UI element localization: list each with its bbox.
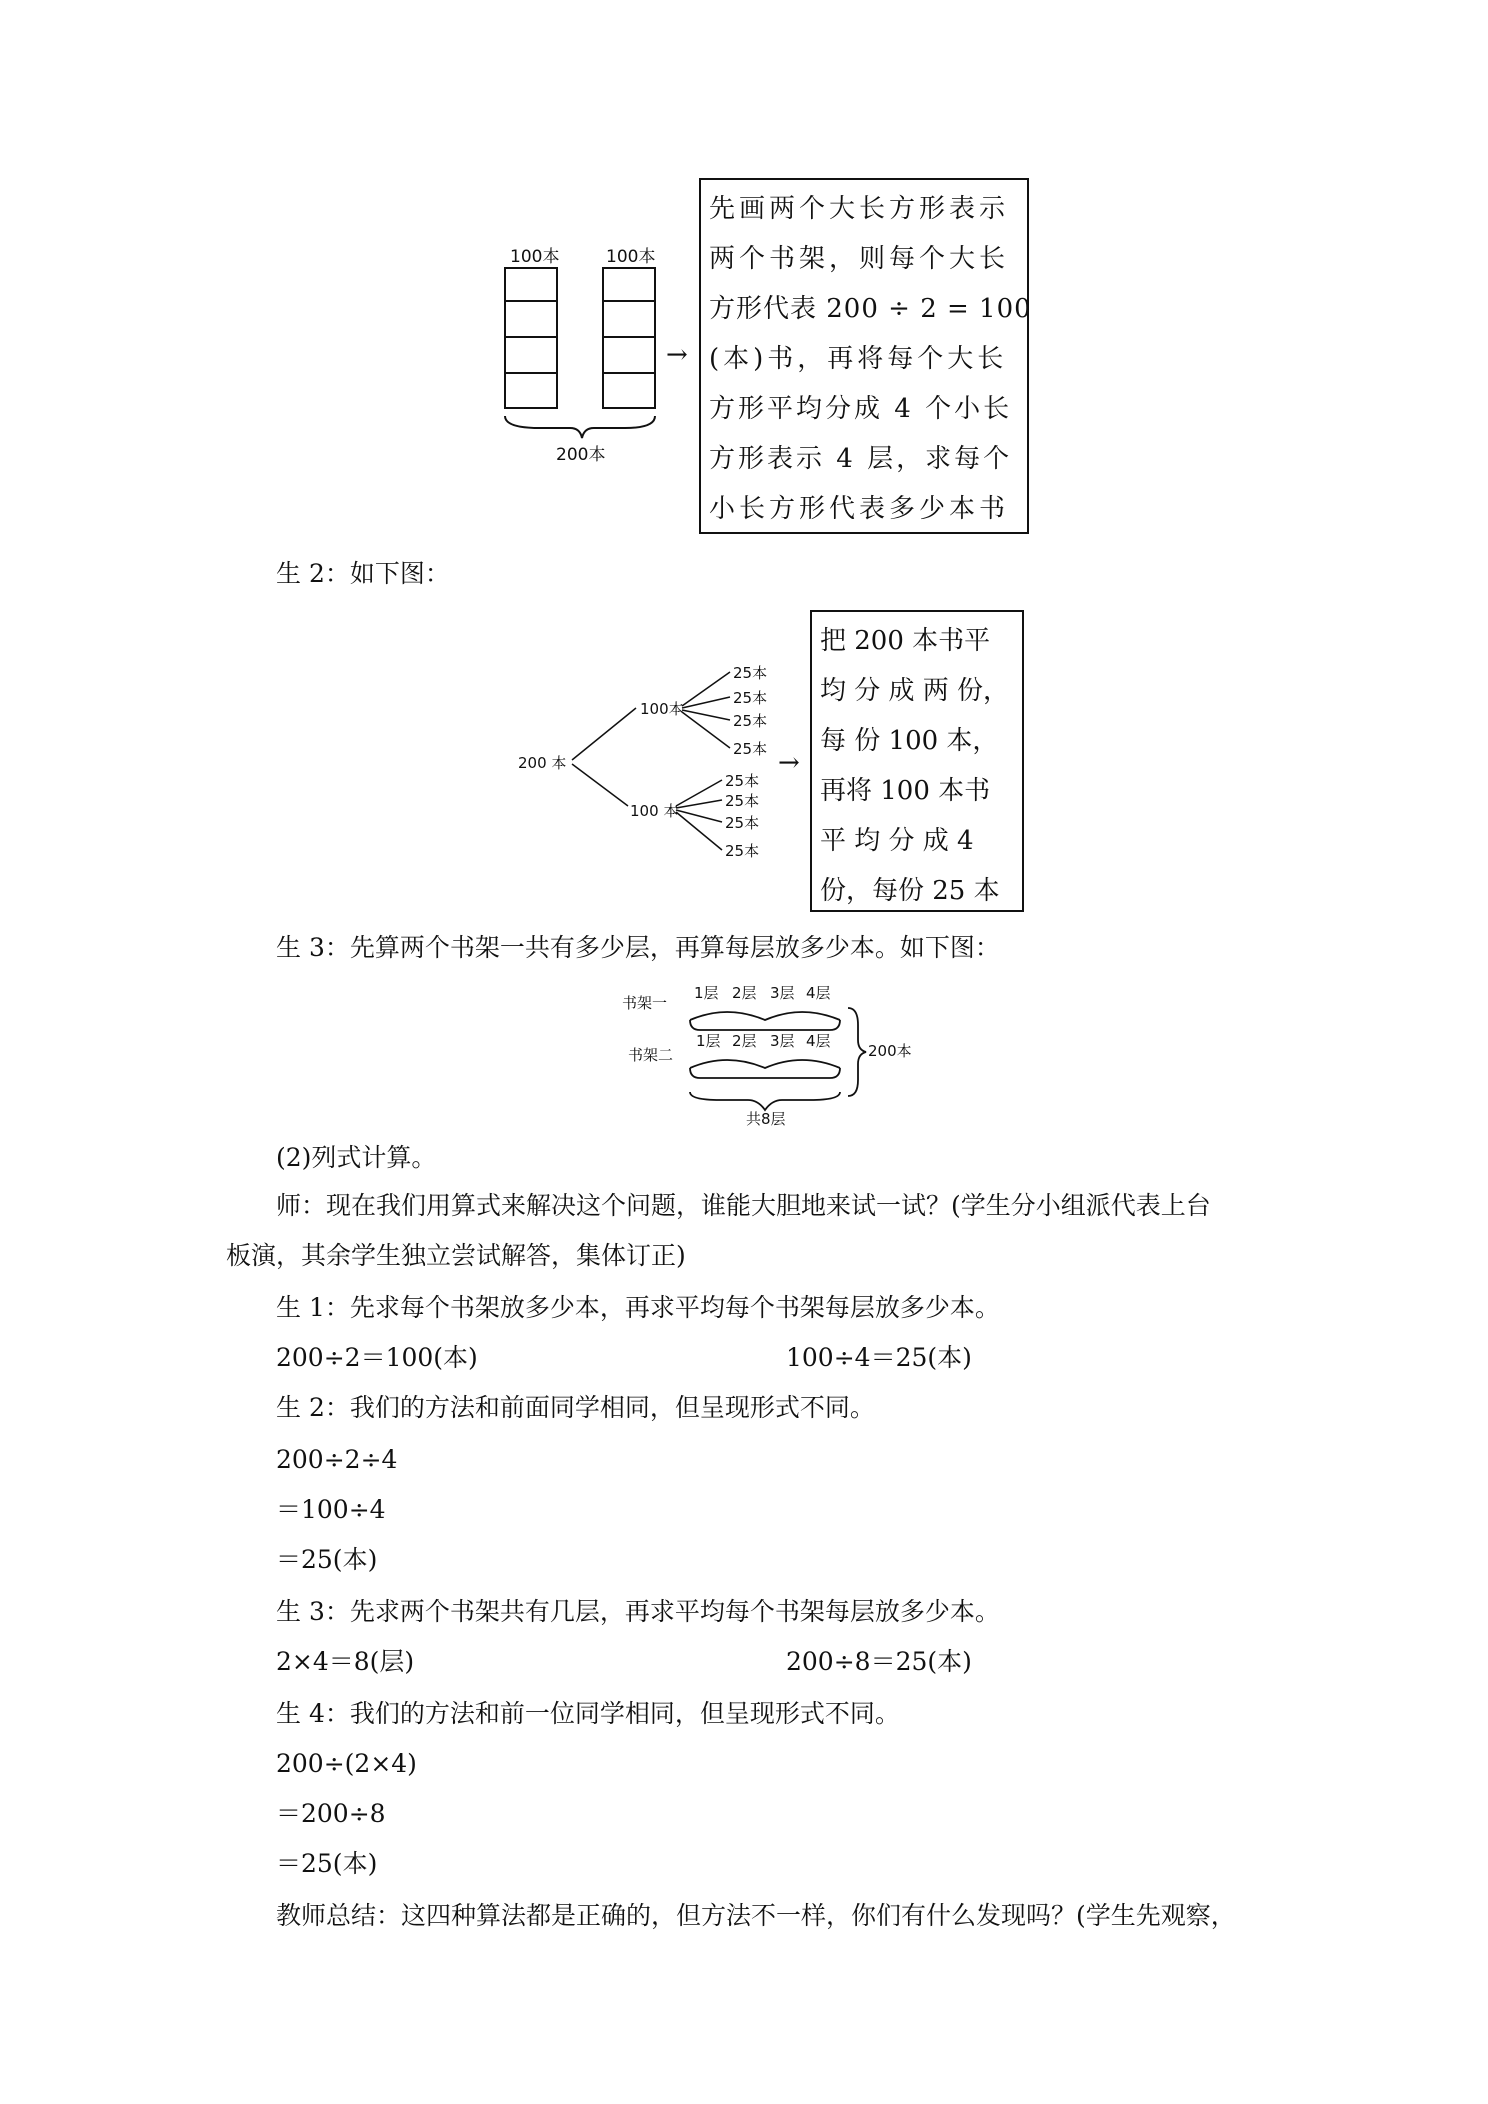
diagram-2-arrow: →: [778, 748, 800, 778]
equation: 200÷(2×4): [276, 1749, 417, 1778]
tree-mid-bottom: 100 本: [630, 802, 679, 820]
equation: 200÷2÷4: [276, 1445, 398, 1474]
equation: ＝25(本): [276, 1849, 378, 1878]
tree-leaf: 25本: [733, 664, 768, 682]
label-left-100: 100本: [510, 247, 560, 267]
equation: ＝100÷4: [276, 1495, 386, 1524]
label-right-100: 100本: [606, 247, 656, 267]
section-title: (2)列式计算。: [276, 1143, 437, 1172]
box1-line: 方形表示 4 层，求每个: [709, 444, 1013, 474]
floor-label: 2层: [732, 1032, 757, 1050]
box2-line: 均 分 成 两 份，: [820, 676, 1010, 706]
student-4-text: 生 4：我们的方法和前一位同学相同，但呈现形式不同。: [276, 1699, 900, 1728]
shelf-2-label: 书架二: [628, 1046, 674, 1064]
floor-label: 1层: [694, 984, 719, 1002]
student-1-text: 生 1：先求每个书架放多少本，再求平均每个书架每层放多少本。: [276, 1293, 1000, 1322]
tree-leaf: 25本: [725, 814, 760, 832]
equation: ＝200÷8: [276, 1799, 386, 1828]
tree-leaf: 25本: [733, 740, 768, 758]
floor-label: 1层: [696, 1032, 721, 1050]
teacher-summary: 教师总结：这四种算法都是正确的，但方法不一样，你们有什么发现吗？(学生先观察，: [276, 1901, 1236, 1930]
student-3-text: 生 3：先求两个书架共有几层，再求平均每个书架每层放多少本。: [276, 1597, 1000, 1626]
label-bottom-200: 200本: [556, 445, 606, 465]
s2-intro: 生 2：如下图：: [276, 559, 450, 588]
equation: 200÷2＝100(本): [276, 1343, 478, 1372]
equation: ＝25(本): [276, 1545, 378, 1574]
teacher-prompt-line-2: 板演，其余学生独立尝试解答，集体订正): [226, 1241, 686, 1270]
box2-line: 再将 100 本书: [820, 776, 991, 806]
box1-line: 先画两个大长方形表示: [709, 194, 1010, 224]
tree-leaf: 25本: [733, 689, 768, 707]
total-books-label: 200本: [868, 1042, 912, 1060]
tree-leaf: 25本: [725, 792, 760, 810]
equation: 2×4＝8(层): [276, 1647, 415, 1676]
tree-root: 200 本: [518, 754, 567, 772]
diagram-1-arrow: →: [666, 340, 688, 370]
tree-mid-top: 100本: [640, 700, 684, 718]
floor-label: 2层: [732, 984, 757, 1002]
box1-line: 方形代表 200 ÷ 2 = 100: [709, 294, 1032, 324]
equation: 100÷4＝25(本): [786, 1343, 972, 1372]
s3-intro: 生 3：先算两个书架一共有多少层，再算每层放多少本。如下图：: [276, 933, 1000, 962]
floor-label: 3层: [770, 1032, 795, 1050]
box1-line: (本)书，再将每个大长: [709, 344, 1008, 374]
student-2-text: 生 2：我们的方法和前面同学相同，但呈现形式不同。: [276, 1393, 875, 1422]
teacher-prompt-line-1: 师：现在我们用算式来解决这个问题，谁能大胆地来试一试？(学生分小组派代表上台: [276, 1191, 1211, 1220]
tree-leaf: 25本: [725, 842, 760, 860]
equation: 200÷8＝25(本): [786, 1647, 972, 1676]
tree-leaf: 25本: [733, 712, 768, 730]
floor-label: 4层: [806, 1032, 831, 1050]
box2-line: 每 份 100 本，: [820, 726, 999, 756]
shelf-1-label: 书架一: [622, 994, 668, 1012]
box2-line: 把 200 本书平: [820, 626, 991, 656]
box1-line: 两个书架，则每个大长: [709, 244, 1010, 274]
total-floors-label: 共8层: [746, 1110, 786, 1128]
box2-line: 平 均 分 成 4: [820, 826, 974, 856]
tree-leaf: 25本: [725, 772, 760, 790]
box2-line: 份，每份 25 本: [820, 876, 1000, 906]
box1-line: 方形平均分成 4 个小长: [709, 394, 1013, 424]
box1-line: 小长方形代表多少本书: [709, 494, 1010, 524]
floor-label: 3层: [770, 984, 795, 1002]
floor-label: 4层: [806, 984, 831, 1002]
